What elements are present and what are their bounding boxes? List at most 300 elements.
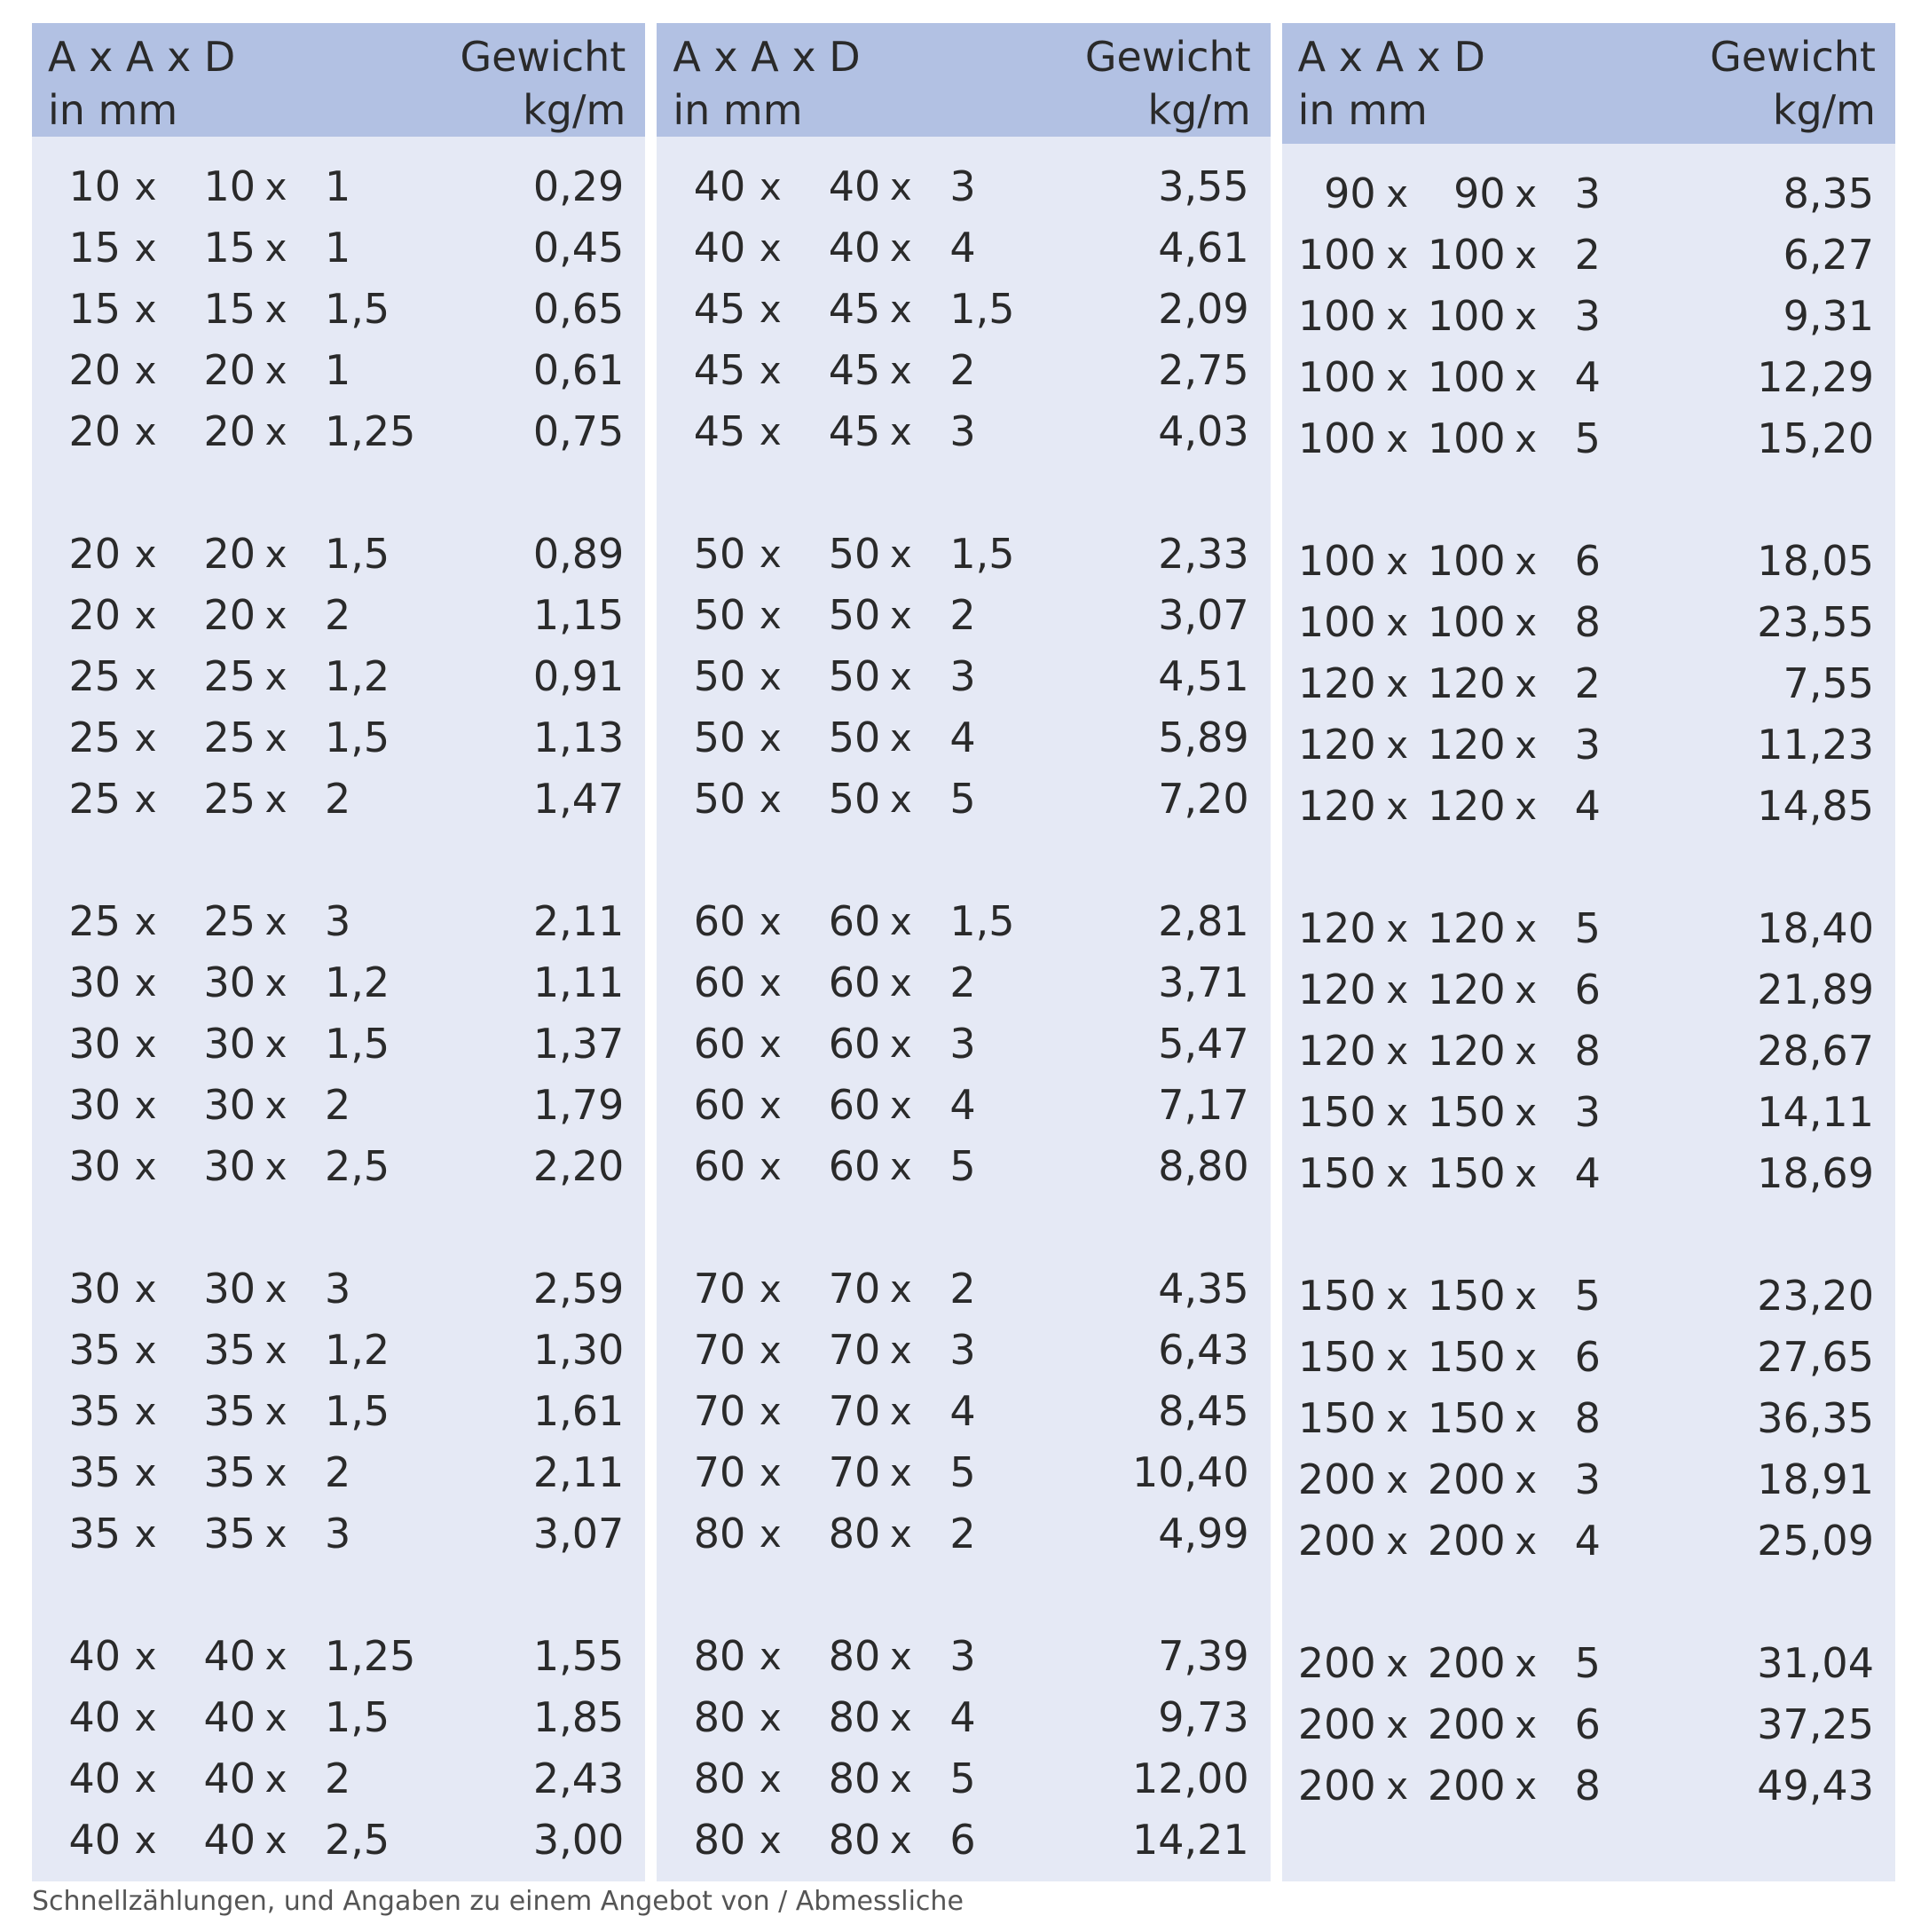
times-separator: x bbox=[759, 165, 782, 209]
times-separator: x bbox=[1515, 601, 1538, 644]
side-a-value: 25 bbox=[68, 775, 121, 823]
times-separator: x bbox=[264, 1512, 287, 1556]
times-separator: x bbox=[134, 1267, 157, 1311]
times-separator: x bbox=[264, 1267, 287, 1311]
table-row bbox=[32, 279, 645, 340]
thickness-value: 2 bbox=[949, 346, 976, 394]
table-row bbox=[32, 340, 645, 401]
side-a-value: 90 bbox=[1324, 170, 1376, 217]
times-separator: x bbox=[1386, 1764, 1409, 1808]
weight-value: 3,00 bbox=[532, 1816, 625, 1864]
table-row bbox=[32, 585, 645, 646]
table-row bbox=[1282, 163, 1895, 225]
table-row bbox=[32, 952, 645, 1013]
thickness-value: 5 bbox=[1574, 414, 1601, 462]
side-a-value: 40 bbox=[68, 1632, 121, 1680]
times-separator: x bbox=[1386, 417, 1409, 461]
row-group bbox=[1282, 1266, 1895, 1572]
weight-value: 10,40 bbox=[1131, 1448, 1249, 1496]
thickness-value: 6 bbox=[1574, 1700, 1601, 1748]
side-a-value: 150 bbox=[1297, 1149, 1376, 1197]
table-row bbox=[32, 524, 645, 585]
row-group bbox=[1282, 163, 1895, 469]
times-separator: x bbox=[1386, 172, 1409, 216]
dimension-unit: in mm bbox=[48, 86, 178, 134]
weight-value: 14,11 bbox=[1757, 1088, 1874, 1136]
times-separator: x bbox=[759, 532, 782, 576]
times-separator: x bbox=[889, 288, 912, 331]
weight-value: 8,80 bbox=[1158, 1142, 1249, 1190]
thickness-value: 3 bbox=[949, 652, 976, 700]
times-separator: x bbox=[889, 349, 912, 392]
times-separator: x bbox=[759, 1451, 782, 1494]
table-row bbox=[1282, 531, 1895, 592]
side-a-value: 100 bbox=[1427, 537, 1506, 585]
table-row bbox=[32, 1320, 645, 1381]
side-a-value: 50 bbox=[693, 714, 746, 761]
footnote: Schnellzählungen, und Angaben zu einem Angebot von / Abmessliche bbox=[32, 1886, 964, 1917]
weight-value: 7,39 bbox=[1158, 1632, 1249, 1680]
table-row bbox=[32, 646, 645, 707]
side-a-value: 80 bbox=[693, 1510, 746, 1557]
times-separator: x bbox=[1386, 662, 1409, 706]
weight-value: 1,79 bbox=[532, 1081, 625, 1129]
side-a-value: 35 bbox=[203, 1448, 256, 1496]
table-row bbox=[32, 1075, 645, 1136]
table-row bbox=[1282, 1694, 1895, 1755]
side-a-value: 200 bbox=[1297, 1639, 1376, 1687]
times-separator: x bbox=[1386, 785, 1409, 828]
side-a-value: 25 bbox=[203, 652, 256, 700]
side-a-value: 20 bbox=[203, 407, 256, 455]
weight-value: 6,43 bbox=[1158, 1326, 1249, 1374]
thickness-value: 3 bbox=[949, 162, 976, 210]
table-row bbox=[657, 1810, 1270, 1871]
thickness-value: 5 bbox=[949, 775, 976, 823]
side-a-value: 20 bbox=[203, 591, 256, 639]
side-a-value: 15 bbox=[203, 285, 256, 333]
times-separator: x bbox=[1386, 601, 1409, 644]
times-separator: x bbox=[759, 226, 782, 270]
side-a-value: 50 bbox=[828, 591, 881, 639]
times-separator: x bbox=[1386, 356, 1409, 399]
times-separator: x bbox=[889, 594, 912, 637]
times-separator: x bbox=[1386, 233, 1409, 277]
thickness-value: 6 bbox=[1574, 1333, 1601, 1381]
times-separator: x bbox=[134, 961, 157, 1005]
side-a-value: 150 bbox=[1297, 1272, 1376, 1320]
side-a-value: 35 bbox=[203, 1510, 256, 1557]
thickness-value: 3 bbox=[1574, 292, 1601, 340]
table-row bbox=[1282, 1266, 1895, 1327]
times-separator: x bbox=[889, 1512, 912, 1556]
column-header bbox=[1282, 23, 1895, 144]
times-separator: x bbox=[889, 165, 912, 209]
weight-value: 0,61 bbox=[532, 346, 625, 394]
times-separator: x bbox=[759, 777, 782, 821]
side-a-value: 120 bbox=[1297, 966, 1376, 1013]
weight-value: 9,31 bbox=[1783, 292, 1874, 340]
times-separator: x bbox=[264, 349, 287, 392]
thickness-value: 2 bbox=[949, 958, 976, 1006]
times-separator: x bbox=[1386, 1519, 1409, 1563]
thickness-value: 3 bbox=[1574, 1455, 1601, 1503]
side-a-value: 45 bbox=[828, 285, 881, 333]
times-separator: x bbox=[759, 961, 782, 1005]
weight-label: Gewicht bbox=[1710, 33, 1876, 81]
times-separator: x bbox=[759, 1267, 782, 1311]
side-a-value: 200 bbox=[1297, 1762, 1376, 1810]
times-separator: x bbox=[759, 1696, 782, 1739]
times-separator: x bbox=[889, 716, 912, 760]
times-separator: x bbox=[264, 1022, 287, 1066]
row-group bbox=[1282, 898, 1895, 1204]
side-a-value: 70 bbox=[828, 1326, 881, 1374]
weight-value: 11,23 bbox=[1757, 721, 1874, 769]
thickness-value: 4 bbox=[949, 1081, 976, 1129]
thickness-value: 1 bbox=[325, 162, 351, 210]
times-separator: x bbox=[759, 1757, 782, 1801]
side-a-value: 25 bbox=[203, 775, 256, 823]
weight-value: 2,09 bbox=[1158, 285, 1249, 333]
times-separator: x bbox=[134, 349, 157, 392]
weight-value: 27,65 bbox=[1757, 1333, 1874, 1381]
weight-label: Gewicht bbox=[1084, 33, 1251, 81]
side-a-value: 10 bbox=[203, 162, 256, 210]
times-separator: x bbox=[889, 655, 912, 698]
table-row bbox=[32, 1381, 645, 1442]
weight-value: 5,47 bbox=[1158, 1020, 1249, 1068]
side-a-value: 60 bbox=[828, 1081, 881, 1129]
thickness-value: 8 bbox=[1574, 1027, 1601, 1075]
times-separator: x bbox=[264, 1696, 287, 1739]
side-a-value: 80 bbox=[828, 1755, 881, 1802]
weight-value: 36,35 bbox=[1757, 1394, 1874, 1442]
side-a-value: 70 bbox=[828, 1448, 881, 1496]
side-a-value: 20 bbox=[68, 407, 121, 455]
column-header bbox=[32, 23, 645, 137]
times-separator: x bbox=[889, 1818, 912, 1862]
thickness-value: 1,2 bbox=[325, 652, 390, 700]
times-separator: x bbox=[889, 1022, 912, 1066]
times-separator: x bbox=[134, 1818, 157, 1862]
weight-value: 3,07 bbox=[1158, 591, 1249, 639]
side-a-value: 40 bbox=[828, 224, 881, 272]
side-a-value: 20 bbox=[68, 346, 121, 394]
side-a-value: 25 bbox=[203, 897, 256, 945]
thickness-value: 8 bbox=[1574, 598, 1601, 646]
dimension-unit: in mm bbox=[1297, 86, 1428, 134]
times-separator: x bbox=[1386, 1152, 1409, 1195]
row-group bbox=[657, 156, 1270, 462]
times-separator: x bbox=[889, 532, 912, 576]
row-group bbox=[1282, 531, 1895, 837]
thickness-value: 3 bbox=[949, 1326, 976, 1374]
side-a-value: 30 bbox=[203, 958, 256, 1006]
side-a-value: 120 bbox=[1297, 904, 1376, 952]
side-a-value: 100 bbox=[1427, 353, 1506, 401]
side-a-value: 30 bbox=[203, 1265, 256, 1313]
times-separator: x bbox=[759, 655, 782, 698]
weight-value: 1,30 bbox=[532, 1326, 625, 1374]
side-a-value: 80 bbox=[828, 1510, 881, 1557]
weight-value: 2,33 bbox=[1158, 530, 1249, 578]
side-a-value: 35 bbox=[68, 1326, 121, 1374]
weight-unit: kg/m bbox=[1772, 86, 1876, 134]
times-separator: x bbox=[1515, 662, 1538, 706]
dimension-unit: in mm bbox=[673, 86, 803, 134]
times-separator: x bbox=[759, 900, 782, 943]
thickness-value: 3 bbox=[325, 897, 351, 945]
times-separator: x bbox=[759, 288, 782, 331]
table-row bbox=[32, 1810, 645, 1871]
times-separator: x bbox=[1386, 968, 1409, 1012]
times-separator: x bbox=[889, 900, 912, 943]
thickness-value: 3 bbox=[949, 407, 976, 455]
side-a-value: 45 bbox=[828, 407, 881, 455]
weight-value: 0,91 bbox=[532, 652, 625, 700]
side-a-value: 50 bbox=[828, 530, 881, 578]
thickness-value: 4 bbox=[1574, 353, 1601, 401]
times-separator: x bbox=[759, 1329, 782, 1372]
thickness-value: 2,5 bbox=[325, 1142, 390, 1190]
weight-value: 1,13 bbox=[532, 714, 625, 761]
weight-value: 9,73 bbox=[1158, 1693, 1249, 1741]
row-group bbox=[657, 891, 1270, 1197]
times-separator: x bbox=[264, 226, 287, 270]
times-separator: x bbox=[264, 594, 287, 637]
side-a-value: 150 bbox=[1297, 1088, 1376, 1136]
weight-value: 2,11 bbox=[532, 1448, 625, 1496]
weight-value: 2,59 bbox=[532, 1265, 625, 1313]
side-a-value: 200 bbox=[1297, 1517, 1376, 1565]
side-a-value: 45 bbox=[693, 285, 746, 333]
table-column-1 bbox=[32, 23, 645, 1881]
thickness-value: 1,2 bbox=[325, 1326, 390, 1374]
side-a-value: 25 bbox=[68, 897, 121, 945]
side-a-value: 25 bbox=[68, 652, 121, 700]
times-separator: x bbox=[1515, 1091, 1538, 1134]
times-separator: x bbox=[134, 1757, 157, 1801]
times-separator: x bbox=[134, 1145, 157, 1188]
table-row bbox=[32, 891, 645, 952]
side-a-value: 60 bbox=[828, 958, 881, 1006]
side-a-value: 60 bbox=[693, 1081, 746, 1129]
thickness-value: 1 bbox=[325, 346, 351, 394]
weight-value: 0,65 bbox=[532, 285, 625, 333]
weight-value: 12,29 bbox=[1757, 353, 1874, 401]
times-separator: x bbox=[1515, 1397, 1538, 1440]
side-a-value: 120 bbox=[1427, 782, 1506, 830]
weight-value: 2,75 bbox=[1158, 346, 1249, 394]
times-separator: x bbox=[889, 1390, 912, 1433]
side-a-value: 200 bbox=[1427, 1762, 1506, 1810]
side-a-value: 150 bbox=[1427, 1272, 1506, 1320]
table-row bbox=[1282, 959, 1895, 1021]
side-a-value: 25 bbox=[203, 714, 256, 761]
times-separator: x bbox=[889, 1267, 912, 1311]
row-group bbox=[657, 524, 1270, 830]
weight-value: 14,85 bbox=[1757, 782, 1874, 830]
times-separator: x bbox=[889, 961, 912, 1005]
times-separator: x bbox=[264, 1451, 287, 1494]
side-a-value: 40 bbox=[203, 1632, 256, 1680]
times-separator: x bbox=[134, 226, 157, 270]
side-a-value: 40 bbox=[68, 1816, 121, 1864]
times-separator: x bbox=[264, 1390, 287, 1433]
times-separator: x bbox=[134, 655, 157, 698]
times-separator: x bbox=[1515, 172, 1538, 216]
thickness-value: 2 bbox=[1574, 659, 1601, 707]
weight-value: 25,09 bbox=[1757, 1517, 1874, 1565]
side-a-value: 15 bbox=[68, 224, 121, 272]
table-row bbox=[32, 1013, 645, 1075]
thickness-value: 5 bbox=[1574, 1272, 1601, 1320]
times-separator: x bbox=[1386, 1336, 1409, 1379]
column-body bbox=[1282, 144, 1895, 1878]
weight-value: 31,04 bbox=[1757, 1639, 1874, 1687]
times-separator: x bbox=[134, 716, 157, 760]
thickness-value: 5 bbox=[949, 1142, 976, 1190]
times-separator: x bbox=[889, 1084, 912, 1127]
column-body bbox=[32, 137, 645, 1932]
thickness-value: 5 bbox=[1574, 1639, 1601, 1687]
thickness-value: 1,5 bbox=[949, 530, 1015, 578]
side-a-value: 200 bbox=[1297, 1700, 1376, 1748]
side-a-value: 50 bbox=[828, 652, 881, 700]
times-separator: x bbox=[134, 288, 157, 331]
times-separator: x bbox=[759, 1145, 782, 1188]
table-row bbox=[32, 156, 645, 217]
side-a-value: 40 bbox=[203, 1816, 256, 1864]
table-row bbox=[32, 769, 645, 830]
weight-value: 2,20 bbox=[532, 1142, 625, 1190]
row-group bbox=[657, 1626, 1270, 1871]
thickness-value: 6 bbox=[1574, 966, 1601, 1013]
row-group bbox=[32, 156, 645, 462]
side-a-value: 100 bbox=[1427, 231, 1506, 279]
times-separator: x bbox=[264, 1635, 287, 1678]
table-row bbox=[32, 1503, 645, 1565]
thickness-value: 1,5 bbox=[325, 285, 390, 333]
side-a-value: 60 bbox=[693, 897, 746, 945]
table-row bbox=[1282, 1082, 1895, 1143]
side-a-value: 120 bbox=[1297, 782, 1376, 830]
table-row bbox=[1282, 286, 1895, 347]
weight-value: 4,51 bbox=[1158, 652, 1249, 700]
weight-unit: kg/m bbox=[1147, 86, 1251, 134]
times-separator: x bbox=[264, 655, 287, 698]
thickness-value: 4 bbox=[1574, 1149, 1601, 1197]
table-row bbox=[32, 1258, 645, 1320]
side-a-value: 100 bbox=[1427, 414, 1506, 462]
thickness-value: 2 bbox=[949, 1265, 976, 1313]
column-header bbox=[657, 23, 1270, 137]
table-row bbox=[1282, 776, 1895, 837]
times-separator: x bbox=[1515, 1703, 1538, 1747]
side-a-value: 150 bbox=[1297, 1394, 1376, 1442]
side-a-value: 50 bbox=[828, 714, 881, 761]
times-separator: x bbox=[1515, 785, 1538, 828]
side-a-value: 60 bbox=[828, 1020, 881, 1068]
row-group bbox=[657, 1258, 1270, 1565]
times-separator: x bbox=[1515, 1764, 1538, 1808]
side-a-value: 80 bbox=[693, 1632, 746, 1680]
table-row bbox=[1282, 225, 1895, 286]
thickness-value: 2 bbox=[949, 1510, 976, 1557]
side-a-value: 200 bbox=[1427, 1700, 1506, 1748]
weight-value: 4,61 bbox=[1158, 224, 1249, 272]
side-a-value: 40 bbox=[68, 1755, 121, 1802]
table-row bbox=[657, 401, 1270, 462]
weight-value: 15,20 bbox=[1757, 414, 1874, 462]
times-separator: x bbox=[1515, 1519, 1538, 1563]
side-a-value: 50 bbox=[828, 775, 881, 823]
table-column-3 bbox=[1282, 23, 1895, 1881]
thickness-value: 1,5 bbox=[325, 530, 390, 578]
side-a-value: 30 bbox=[203, 1081, 256, 1129]
thickness-value: 1,5 bbox=[325, 1387, 390, 1435]
weight-value: 2,81 bbox=[1158, 897, 1249, 945]
row-group bbox=[1282, 1633, 1895, 1817]
side-a-value: 80 bbox=[693, 1693, 746, 1741]
times-separator: x bbox=[1515, 907, 1538, 950]
times-separator: x bbox=[759, 1022, 782, 1066]
side-a-value: 30 bbox=[68, 1020, 121, 1068]
thickness-value: 3 bbox=[325, 1265, 351, 1313]
side-a-value: 30 bbox=[203, 1020, 256, 1068]
times-separator: x bbox=[889, 777, 912, 821]
weight-table bbox=[32, 23, 1895, 1881]
side-a-value: 120 bbox=[1427, 966, 1506, 1013]
weight-value: 2,11 bbox=[532, 897, 625, 945]
thickness-value: 2 bbox=[949, 591, 976, 639]
side-a-value: 60 bbox=[693, 1142, 746, 1190]
side-a-value: 60 bbox=[828, 897, 881, 945]
side-a-value: 150 bbox=[1427, 1088, 1506, 1136]
table-row bbox=[657, 1013, 1270, 1075]
weight-value: 1,55 bbox=[532, 1632, 625, 1680]
side-a-value: 120 bbox=[1427, 721, 1506, 769]
times-separator: x bbox=[1386, 1458, 1409, 1502]
side-a-value: 40 bbox=[693, 162, 746, 210]
table-row bbox=[1282, 1755, 1895, 1817]
table-row bbox=[1282, 592, 1895, 653]
side-a-value: 35 bbox=[68, 1448, 121, 1496]
times-separator: x bbox=[1515, 1458, 1538, 1502]
side-a-value: 20 bbox=[68, 591, 121, 639]
thickness-value: 1,5 bbox=[325, 1020, 390, 1068]
times-separator: x bbox=[134, 1084, 157, 1127]
side-a-value: 60 bbox=[828, 1142, 881, 1190]
side-a-value: 150 bbox=[1297, 1333, 1376, 1381]
times-separator: x bbox=[759, 1390, 782, 1433]
thickness-value: 2 bbox=[1574, 231, 1601, 279]
times-separator: x bbox=[264, 1329, 287, 1372]
weight-value: 3,07 bbox=[532, 1510, 625, 1557]
side-a-value: 200 bbox=[1427, 1455, 1506, 1503]
table-row bbox=[32, 1442, 645, 1503]
times-separator: x bbox=[1515, 1336, 1538, 1379]
side-a-value: 40 bbox=[203, 1693, 256, 1741]
column-body bbox=[657, 137, 1270, 1932]
times-separator: x bbox=[1386, 1029, 1409, 1073]
weight-value: 2,43 bbox=[532, 1755, 625, 1802]
table-row bbox=[1282, 1388, 1895, 1449]
side-a-value: 90 bbox=[1453, 170, 1506, 217]
side-a-value: 100 bbox=[1427, 292, 1506, 340]
table-row bbox=[1282, 347, 1895, 408]
